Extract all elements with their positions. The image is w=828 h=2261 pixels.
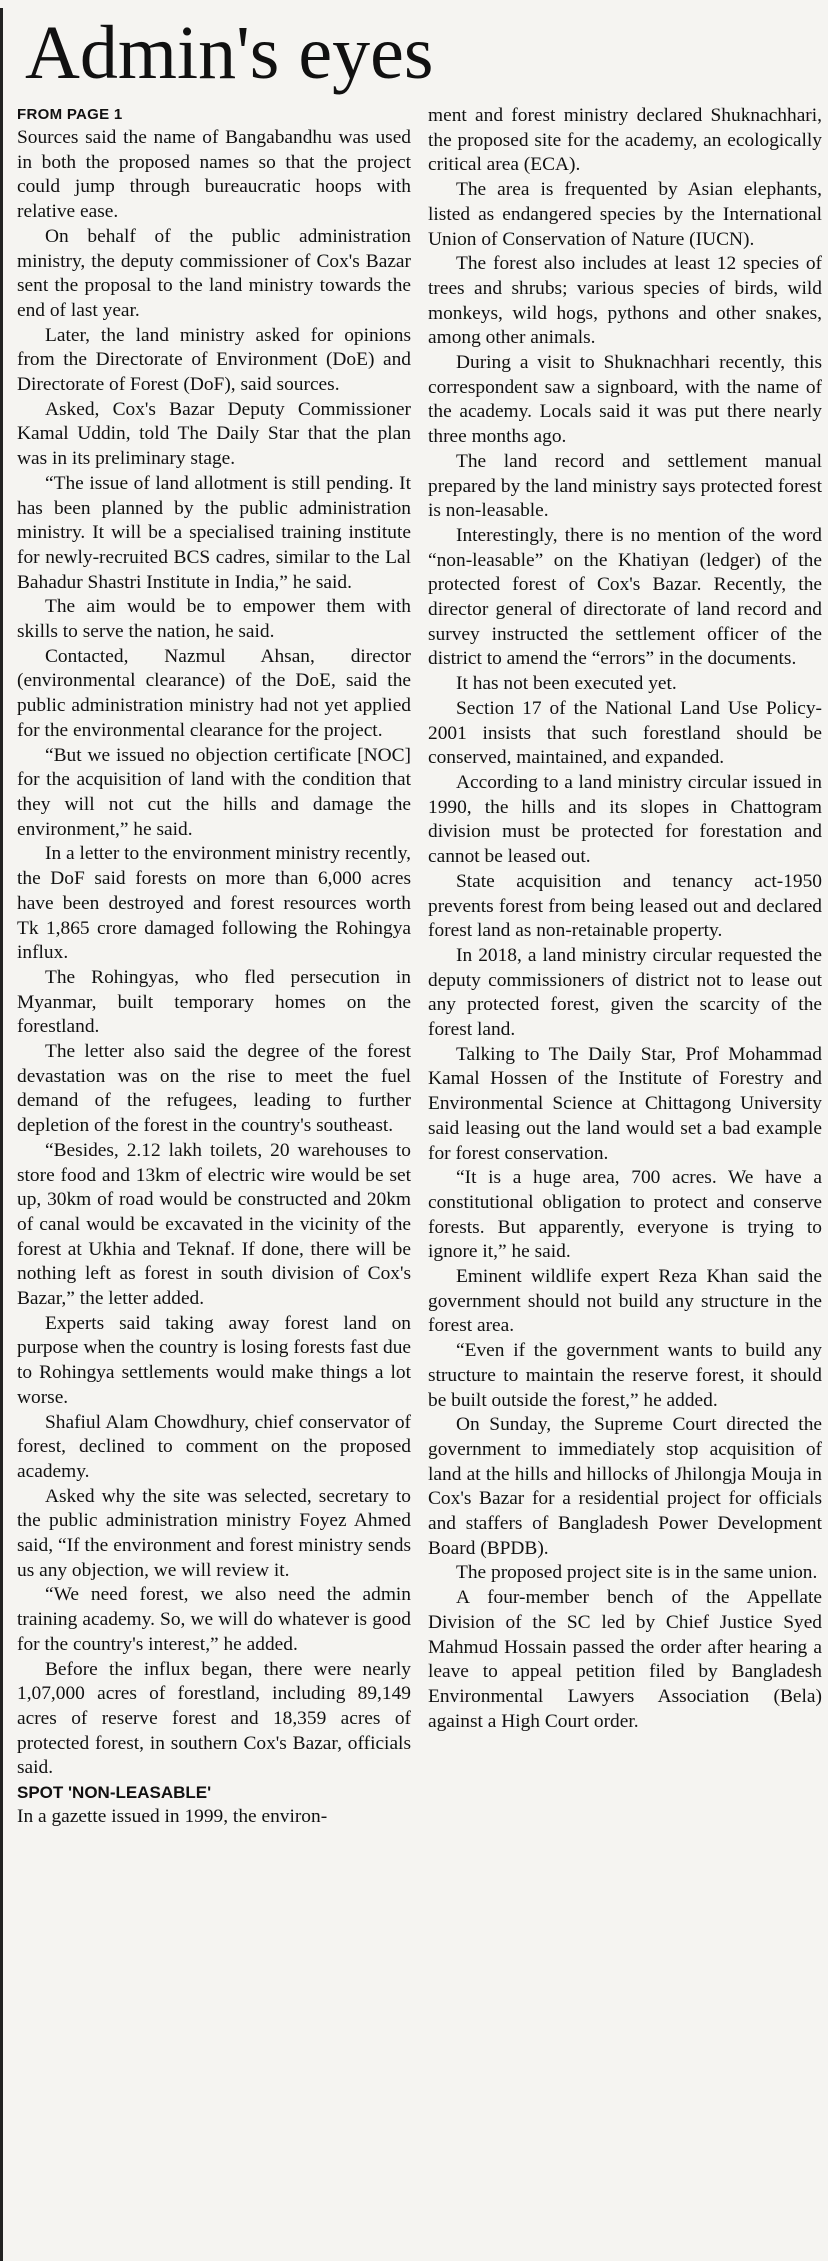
paragraph-continued: ment and forest ministry declared Shuknachhari, the proposed site for the academy, an ecologically critical area (ECA). [428,105,822,176]
paragraph: The aim would be to empower them with skills to serve the nation, he said. [17,596,411,643]
paragraph: In a gazette issued in 1999, the environ- [17,1806,328,1828]
continuation-label: FROM PAGE 1 [17,106,123,123]
paragraph: Asked, Cox's Bazar Deputy Commissioner Kamal Uddin, told The Daily Star that the plan was in its preliminary stage. [17,398,411,470]
paragraph: State acquisition and tenancy act-1950 prevents forest from being leased out and declared forest land as non-retainable property. [428,870,822,942]
left-column [17,104,411,1830]
paragraph: On behalf of the public administration ministry, the deputy commissioner of Cox's Bazar sent the proposal to the land ministry towards the end of last year. [17,225,411,321]
paragraph: Before the influx began, there were nearly 1,07,000 acres of forestland, including 89,149 acres of reserve forest and 18,359 acres of protected forest, in southern Cox's Bazar, officials said. [17,1658,411,1779]
paragraph: The area is frequented by Asian elephants, listed as endangered species by the International Union of Conservation of Nature (IUCN). [428,179,822,250]
paragraph: “The issue of land allotment is still pending. It has been planned by the public administration ministry. It will be a specialised training institute for newly-recruited BCS cadres, similar to the Lal Bahadur Shastri Institute in India,” he said. [17,472,411,593]
paragraph: The letter also said the degree of the forest devastation was on the rise to meet the fuel demand of the refugees, leading to further depletion of the forest in the country's southeast. [17,1041,411,1137]
paragraph: It has not been executed yet. [456,673,677,695]
right-column [428,104,822,1734]
paragraph: The land record and settlement manual prepared by the land ministry says protected forest is non-leasable. [428,450,822,522]
paragraph: Shafiul Alam Chowdhury, chief conservator of forest, declined to comment on the proposed academy. [17,1411,411,1482]
headline: Admin's eyes [25,11,434,95]
paragraph: Talking to The Daily Star, Prof Mohammad Kamal Hossen of the Institute of Forestry and Environmental Science at Chittagong University said leasing out the land would set a bad example for forest conservation. [428,1043,822,1164]
paragraph: Contacted, Nazmul Ahsan, director (environmental clearance) of the DoE, said the public administration ministry had not yet applied for the environmental clearance for the project. [17,645,411,741]
paragraph: According to a land ministry circular issued in 1990, the hills and its slopes in Chattogram division must be protected for forestation and cannot be leased out. [428,771,822,868]
paragraph: “Even if the government wants to build any structure to maintain the reserve forest, it should be built outside the forest,” he added. [428,1340,822,1411]
paragraph: Section 17 of the National Land Use Policy-2001 insists that such forestland should be conserved, maintained, and expanded. [428,697,822,769]
paragraph: On Sunday, the Supreme Court directed the government to immediately stop acquisition of land at the hills and hillocks of Jhilongja Mouja in Cox's Bazar for a residential project for officials and staffers of Bangladesh Power Development Board (BPDB). [428,1414,822,1559]
paragraph: “It is a huge area, 700 acres. We have a constitutional obligation to protect and conserve forests. But apparently, everyone is trying to ignore it,” he said. [428,1167,822,1263]
paragraph: The forest also includes at least 12 species of trees and shrubs; various species of birds, wild monkeys, wild hogs, pythons and other snakes, among other animals. [428,253,822,349]
paragraph: “But we issued no objection certificate [NOC] for the acquisition of land with the condition that they will not cut the hills and damage the environment,” he said. [17,744,411,840]
paragraph: Eminent wildlife expert Reza Khan said the government should not build any structure in the forest area. [428,1266,822,1337]
article-body [17,104,822,1830]
paragraph: The Rohingyas, who fled persecution in Myanmar, built temporary homes on the forestland. [17,966,411,1038]
newspaper-clipping [0,8,828,2261]
paragraph: Asked why the site was selected, secretary to the public administration ministry Foyez Ahmed said, “If the environment and forest ministry sends us any objection, we will review it. [17,1485,411,1581]
paragraph: In a letter to the environment ministry recently, the DoF said forests on more than 6,000 acres have been destroyed and forest resources worth Tk 1,865 crore damaged following the Rohingya influx. [17,843,411,964]
paragraph: In 2018, a land ministry circular requested the deputy commissioners of district not to lease out any protected forest, given the scarcity of the forest land. [428,944,822,1041]
paragraph: Later, the land ministry asked for opinions from the Directorate of Environment (DoE) and Directorate of Forest (DoF), said sources. [17,324,411,396]
subheading: SPOT 'NON-LEASABLE' [17,1783,212,1803]
paragraph: The proposed project site is in the same union. [456,1562,818,1584]
paragraph: Experts said taking away forest land on purpose when the country is losing forests fast due to Rohingya settlements would make things a lot worse. [17,1312,411,1408]
paragraph: “Besides, 2.12 lakh toilets, 20 warehouses to store food and 13km of electric wire would be set up, 30km of road would be constructed and 20km of canal would be excavated in the vicinity of the forest at Ukhia and Teknaf. If done, there will be nothing left as forest in south division of Cox's Bazar,” the letter added. [17,1139,411,1310]
paragraph: Sources said the name of Bangabandhu was used in both the proposed names so that the project could jump through bureaucratic hoops with relative ease. [17,127,411,223]
paragraph: During a visit to Shuknachhari recently, this correspondent saw a signboard, with the name of the academy. Locals said it was put there nearly three months ago. [428,352,822,448]
paragraph: “We need forest, we also need the admin training academy. So, we will do whatever is good for the country's interest,” he added. [17,1584,411,1655]
paragraph: Interestingly, there is no mention of the word “non-leasable” on the Khatiyan (ledger) of the protected forest of Cox's Bazar. Recently, the director general of directorate of land record and survey instructed the settlement officer of the district to amend the “errors” in the documents. [428,524,822,670]
paragraph: A four-member bench of the Appellate Division of the SC led by Chief Justice Syed Mahmud Hossain passed the order after hearing a leave to appeal petition filed by Bangladesh Environmental Lawyers Association (Bela) against a High Court order. [428,1587,822,1732]
